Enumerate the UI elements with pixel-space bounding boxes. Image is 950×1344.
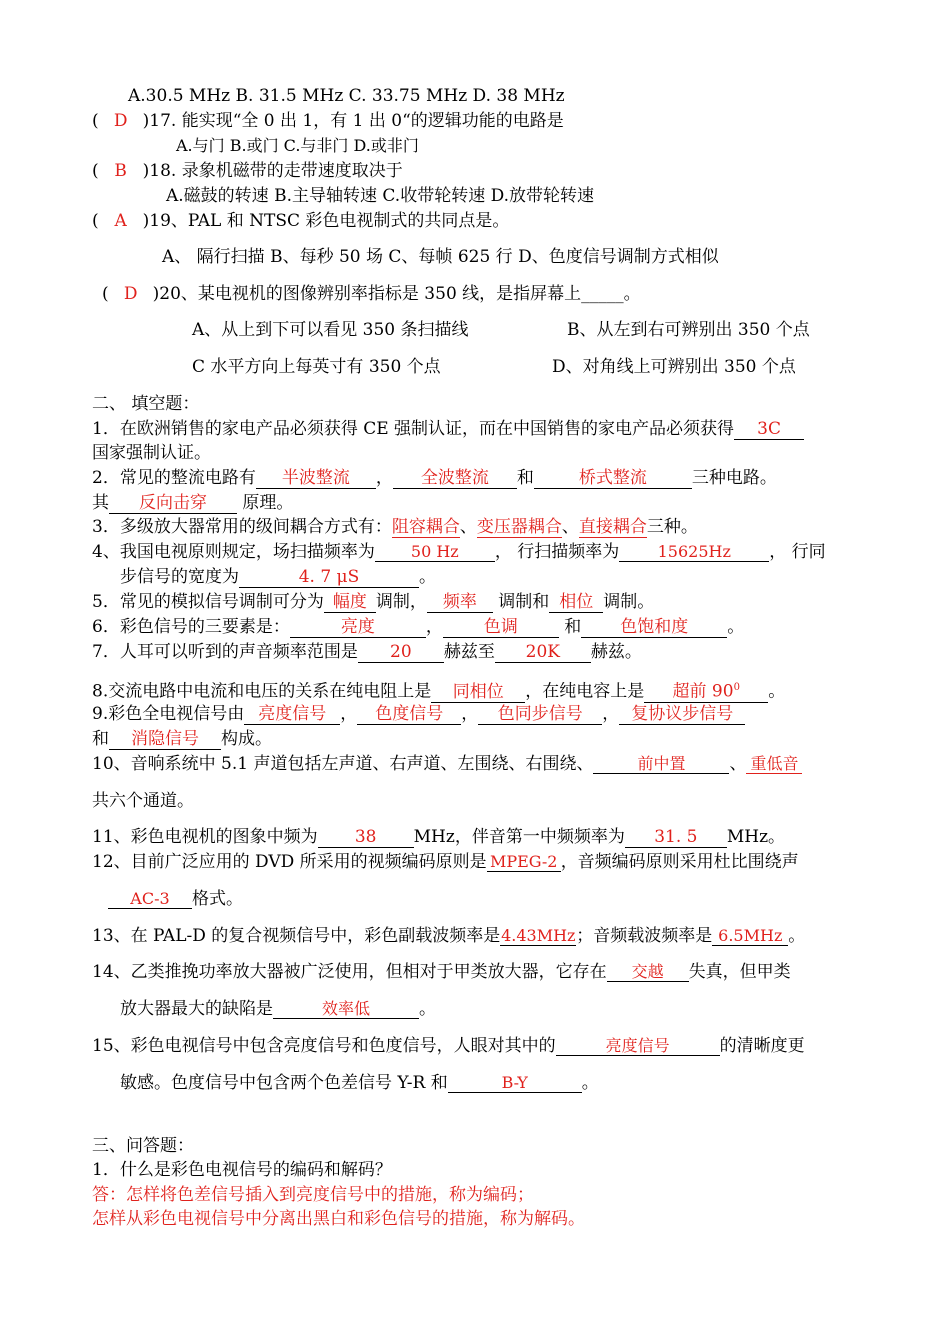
- q19-options: A、 隔行扫描 B、每秒 50 场 C、每帧 625 行 D、色度信号调制方式相似: [162, 247, 719, 267]
- fill-13: 13、在 PAL-D 的复合视频信号中，彩色副载波频率是4.43MHz；音频载波频率是 6.5MHz 。: [92, 926, 806, 946]
- blank-luma: 亮度信号: [556, 1036, 720, 1056]
- blank-line-freq: 15625Hz: [619, 542, 769, 562]
- fill-10: 10、音响系统中 5.1 声道包括左声道、右声道、左围绕、右围绕、 前中置 、 重低音: [92, 753, 802, 775]
- blank-reverse-breakdown: 反向击穿: [109, 494, 237, 514]
- blank-audio-carrier: 6.5MHz: [712, 926, 788, 946]
- section-3-title: 三、问答题：: [92, 1136, 194, 1156]
- q18-stem: )18. 录象机磁带的走带速度取决于: [142, 161, 403, 181]
- fill-14: 14、乙类推挽功率放大器被广泛使用，但相对于甲类放大器，它存在 交越 失真，但甲类: [92, 962, 791, 982]
- fill-12: 12、目前广泛应用的 DVD 所采用的视频编码原则是 MPEG-2 ，音频编码原则采用杜比围绕声: [92, 852, 799, 872]
- fill-9-cont: 和 消隐信号 构成。: [92, 729, 272, 749]
- fill-10-cont: 共六个通道。: [92, 791, 194, 811]
- fill-9: 9.彩色全电视信号由 亮度信号 ， 色度信号 ， 色同步信号 ， 复协议步信号: [92, 703, 745, 725]
- fill-8: 8.交流电路中电流和电压的关系在纯电阻上是 同相位 ，在纯电容上是 超前 $90^0$ 。: [92, 678, 785, 703]
- qa-1-answer-2: 怎样从彩色电视信号中分离出黑白和彩色信号的措施，称为解码。: [92, 1209, 585, 1229]
- q20-stem: )20、某电视机的图像辨别率指标是 350 线，是指屏幕上_____。: [152, 284, 641, 304]
- blank-video-if: 38: [318, 828, 414, 848]
- blank-chroma-signal: 色度信号: [357, 705, 461, 725]
- blank-b-y: B-Y: [448, 1073, 582, 1093]
- fill-15-cont: 敏感。色度信号中包含两个色差信号 Y-R 和 B-Y 。: [120, 1073, 599, 1093]
- qa-1-question: 1．什么是彩色电视信号的编码和解码？: [92, 1160, 392, 1180]
- q20-option-a: A、从上到下可以看见 350 条扫描线: [192, 320, 469, 340]
- blank-brightness: 亮度: [290, 618, 426, 638]
- section-2-title: 二、 填空题：: [92, 394, 200, 414]
- blank-transformer-coupling: 变压器耦合: [476, 517, 562, 537]
- q19-line: ( A )19、PAL 和 NTSC 彩色电视制式的共同点是。: [92, 211, 510, 231]
- blank-amplitude: 幅度: [324, 593, 376, 613]
- blank-low-hz: 20: [358, 643, 444, 663]
- fill-5: 5．常见的模拟信号调制可分为 幅度 调制， 频率 调制和 相位 调制。: [92, 592, 655, 612]
- q20-line: ( D )20、某电视机的图像辨别率指标是 350 线，是指屏幕上_____。: [102, 284, 641, 304]
- blank-hue: 色调: [443, 618, 559, 638]
- q18-answer: B: [114, 161, 127, 181]
- fill-6: 6．彩色信号的三要素是： 亮度 ， 色调 和 色饱和度 。: [92, 617, 745, 637]
- blank-luma-signal: 亮度信号: [244, 705, 340, 725]
- blank-3c: 3C: [734, 420, 804, 440]
- blank-rc-coupling: 阻容耦合: [391, 517, 460, 537]
- blank-center: 前中置: [593, 754, 729, 774]
- blank-bridge: 桥式整流: [534, 469, 692, 489]
- blank-composite-sync: 复协议步信号: [619, 705, 745, 725]
- fill-4: 4、我国电视原则规定，场扫描频率为 50 Hz ， 行扫描频率为 15625Hz ， 行同: [92, 542, 826, 562]
- q17-options: A.与门 B.或门 C.与非门 D.或非门: [176, 136, 419, 155]
- q19-answer: A: [114, 211, 127, 231]
- q18-line: ( B )18. 录象机磁带的走带速度取决于: [92, 161, 403, 181]
- blank-high-hz: 20K: [495, 643, 591, 663]
- fill-1-cont: 国家强制认证。: [92, 443, 211, 463]
- blank-full-wave: 全波整流: [393, 469, 517, 489]
- fill-2: 2．常见的整流电路有 半波整流 ， 全波整流 和 桥式整流 三种电路。: [92, 468, 777, 488]
- blank-mpeg2: MPEG-2: [487, 852, 561, 872]
- q17-line: ( D )17. 能实现“全 0 出 1，有 1 出 0“的逻辑功能的电路是: [92, 111, 564, 131]
- q20-option-d: D、对角线上可辨别出 350 个点: [552, 357, 796, 377]
- q20-option-b: B、从左到右可辨别出 350 个点: [567, 320, 810, 340]
- blank-blanking-signal: 消隐信号: [109, 730, 221, 750]
- blank-burst-signal: 色同步信号: [478, 705, 602, 725]
- q20-option-c: C 水平方向上每英寸有 350 个点: [192, 357, 441, 377]
- fill-11: 11、彩色电视机的图象中频为 38 MHz，伴音第一中频频率为 31. 5 MHz。: [92, 827, 786, 847]
- q18-options: A.磁鼓的转速 B.主导轴转速 C.收带轮转速 D.放带轮转速: [166, 186, 595, 206]
- fill-1: 1．在欧洲销售的家电产品必须获得 CE 强制认证，而在中国销售的家电产品必须获得 3C: [92, 418, 804, 440]
- fill-7: 7．人耳可以听到的声音频率范围是 20 赫兹至 20K 赫兹。: [92, 642, 642, 662]
- fill-12-cont: AC-3 格式。: [108, 888, 243, 910]
- fill-4-cont: 步信号的宽度为 4. 7 μS 。: [120, 567, 436, 587]
- blank-ac3: AC-3: [108, 889, 192, 909]
- blank-subcarrier: 4.43MHz: [501, 926, 576, 945]
- q20-answer: D: [123, 284, 138, 304]
- fill-15: 15、彩色电视信号中包含亮度信号和色度信号，人眼对其中的 亮度信号 的清晰度更: [92, 1036, 805, 1056]
- fill-3: 3．多级放大器常用的级间耦合方式有：阻容耦合、变压器耦合、直接耦合三种。: [92, 517, 698, 537]
- blank-crossover: 交越: [607, 962, 689, 982]
- fill-2-cont: 其 反向击穿 原理。: [92, 493, 294, 513]
- blank-subwoofer: 重低音: [746, 754, 802, 774]
- blank-frequency: 频率: [427, 593, 493, 613]
- blank-sound-if: 31. 5: [625, 828, 727, 848]
- qa-1-answer-1: 答：怎样将色差信号插入到亮度信号中的措施，称为编码；: [92, 1185, 534, 1205]
- blank-direct-coupling: 直接耦合: [578, 517, 647, 537]
- blank-low-efficiency: 效率低: [273, 999, 419, 1019]
- blank-sync-width: 4. 7 μS: [239, 568, 419, 588]
- blank-field-freq: 50 Hz: [375, 542, 495, 562]
- blank-phase: 相位: [549, 593, 603, 613]
- q16-options: A.30.5 MHz B. 31.5 MHz C. 33.75 MHz D. 38 MHz: [128, 86, 565, 106]
- q17-answer: D: [113, 111, 128, 131]
- blank-in-phase: 同相位: [431, 683, 525, 703]
- blank-saturation: 色饱和度: [581, 618, 727, 638]
- blank-lead-90: 超前 $90^0$: [644, 678, 768, 703]
- q17-stem: )17. 能实现“全 0 出 1，有 1 出 0“的逻辑功能的电路是: [142, 111, 564, 131]
- blank-half-wave: 半波整流: [256, 469, 376, 489]
- q19-stem: )19、PAL 和 NTSC 彩色电视制式的共同点是。: [142, 211, 510, 231]
- fill-14-cont: 放大器最大的缺陷是 效率低 。: [120, 999, 436, 1019]
